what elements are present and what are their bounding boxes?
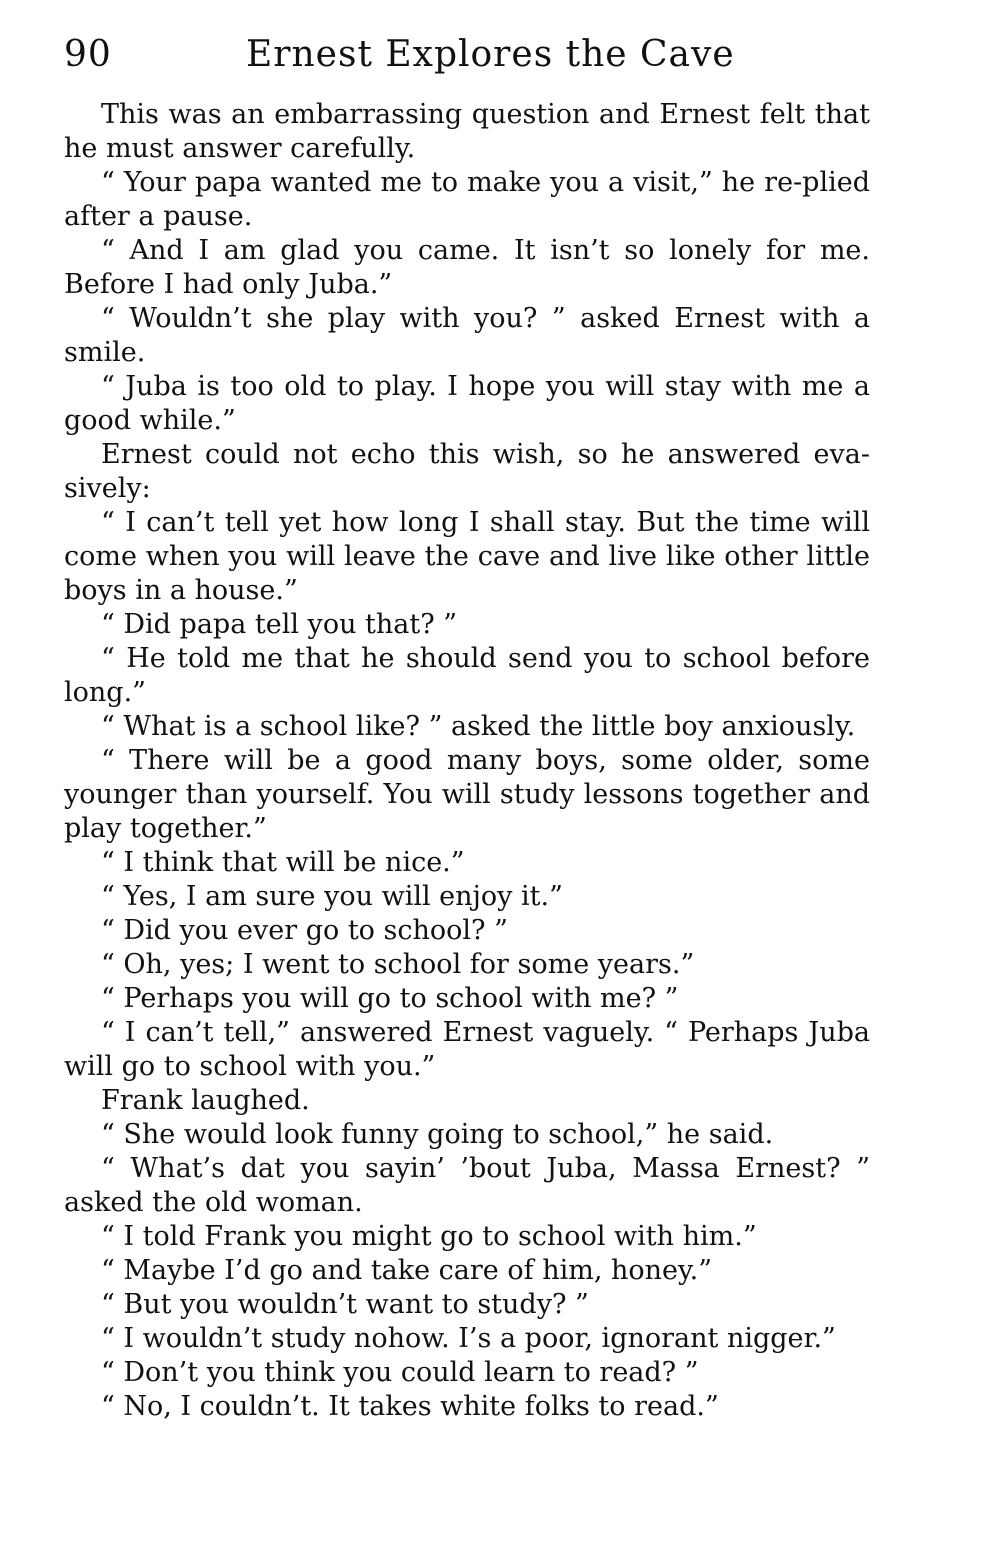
paragraph: “ I can’t tell yet how long I shall stay. But the time will come when you will leave the cave and live like other little boys in a house.” (64, 507, 870, 606)
paragraph: “ No, I couldn’t. It takes white folks to read.” (101, 1391, 719, 1422)
paragraph: “ What is a school like? ” asked the little boy anxiously. (101, 711, 856, 742)
paragraph: Ernest could not echo this wish, so he answered eva-sively: (64, 439, 870, 504)
paragraph: “ I wouldn’t study nohow. I’s a poor, ignorant nigger.” (101, 1323, 836, 1354)
paragraph: “ I think that will be nice.” (101, 847, 465, 878)
running-title: Ernest Explores the Cave (246, 34, 735, 75)
paragraph: “ I told Frank you might go to school with him.” (101, 1221, 757, 1252)
paragraph: “ What’s dat you sayin’ ’bout Juba, Massa Ernest? ” asked the old woman. (64, 1153, 870, 1218)
body-text (64, 98, 870, 1424)
page-number: 90 (64, 34, 112, 75)
paragraph: “ Yes, I am sure you will enjoy it.” (101, 881, 563, 912)
paragraph: “ Perhaps you will go to school with me? ” (101, 983, 679, 1014)
paragraph: “ Wouldn’t she play with you? ” asked Ernest with a smile. (64, 303, 870, 368)
paragraph: “ Maybe I’d go and take care of him, honey.” (101, 1255, 713, 1286)
paragraph: “ Oh, yes; I went to school for some years.” (101, 949, 695, 980)
paragraph: “ She would look funny going to school,” he said. (101, 1119, 774, 1150)
paragraph: “ Juba is too old to play. I hope you will stay with me a good while.” (64, 371, 870, 436)
paragraph: “ He told me that he should send you to school before long.” (64, 643, 870, 708)
paragraph: “ Your papa wanted me to make you a visit,” he re-plied after a pause. (64, 167, 870, 232)
paragraph: “ There will be a good many boys, some older, some younger than yourself. You will study lessons together and play together.” (64, 745, 870, 844)
paragraph: “ Don’t you think you could learn to read? ” (101, 1357, 699, 1388)
paragraph: This was an embarrassing question and Ernest felt that he must answer carefully. (64, 99, 870, 164)
paragraph: “ I can’t tell,” answered Ernest vaguely. “ Perhaps Juba will go to school with you.” (64, 1017, 870, 1082)
running-head (64, 30, 874, 80)
paragraph: Frank laughed. (101, 1085, 310, 1116)
paragraph: “ Did papa tell you that? ” (101, 609, 458, 640)
paragraph: “ Did you ever go to school? ” (101, 915, 508, 946)
paragraph: “ But you wouldn’t want to study? ” (101, 1289, 589, 1320)
paragraph: “ And I am glad you came. It isn’t so lonely for me. Before I had only Juba.” (64, 235, 870, 300)
